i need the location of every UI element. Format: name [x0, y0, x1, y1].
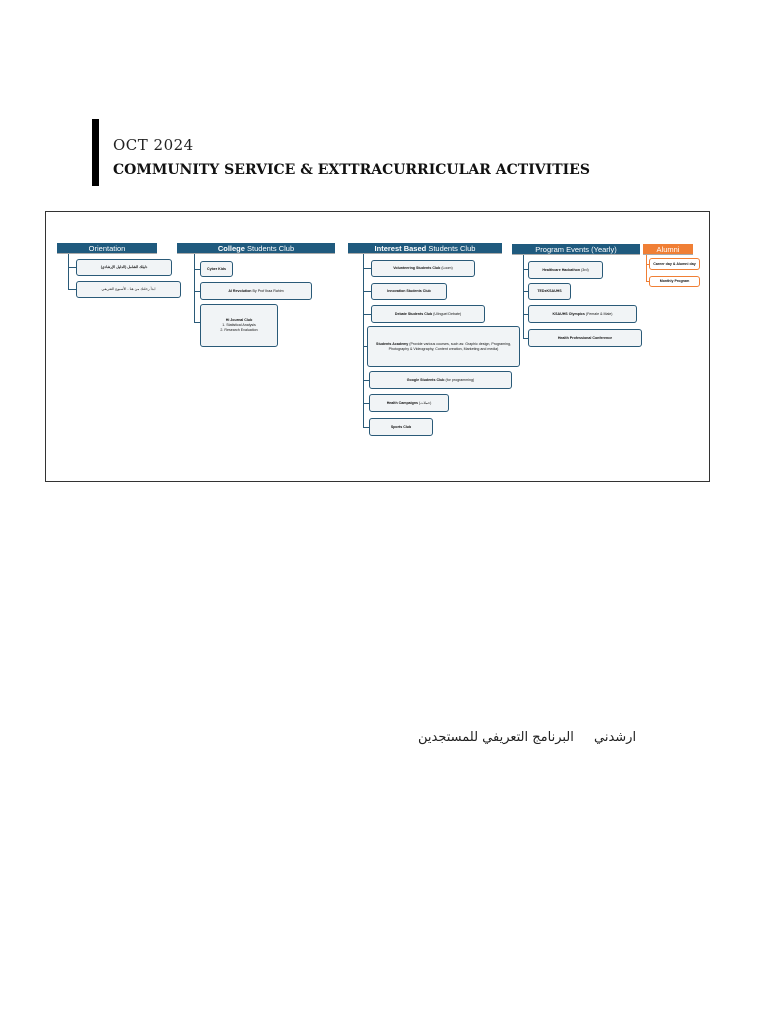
item-bold: Health Professional Conference	[557, 335, 613, 340]
item-bold: Healthcare Hackathon	[542, 267, 581, 272]
interest-item-debate	[371, 305, 485, 323]
program-item-conference	[528, 329, 642, 347]
orientation-item-label: دليلك الشامل (الدليل الإرشادي)	[100, 265, 148, 269]
program-connector	[523, 255, 524, 339]
orientation-item-week	[76, 281, 181, 298]
alumni-connector	[646, 255, 647, 282]
program-item-hackathon	[528, 261, 603, 279]
orientation-item-label: ابدأ رحلتك من هنا - الأسبوع التعريفي	[101, 287, 156, 291]
item-bold: Debate Students Club	[394, 311, 433, 316]
item-bold: Cyber Kids	[207, 266, 226, 271]
connector	[363, 291, 371, 292]
item-rest: (حملات)	[418, 400, 432, 405]
item-line: 2. Research Evaluation	[220, 328, 258, 332]
footer-label-program: البرنامج التعريفي للمستجدين	[418, 730, 574, 745]
interest-item-volunteering	[371, 260, 475, 277]
item-bold: Health Campaigns	[386, 400, 419, 405]
college-header-bold: College	[217, 244, 245, 253]
college-item-journal-club	[200, 304, 278, 347]
header-date: OCT 2024	[113, 136, 194, 154]
connector	[363, 268, 371, 269]
orientation-item-guide	[76, 259, 172, 276]
item-bold: TEDxKSAUHS	[537, 289, 562, 293]
program-item-olympics	[528, 305, 637, 323]
orientation-header: Orientation	[57, 243, 157, 254]
college-header-rest: Students Club	[244, 244, 295, 253]
item-bold: Innovation Students Club	[387, 289, 431, 293]
item-rest: (Ulinguel Debate)	[432, 311, 462, 316]
org-chart-frame	[45, 211, 710, 482]
item-rest: (for programming)	[444, 377, 475, 382]
item-bold: Students Academy	[376, 341, 409, 346]
item-bold: Google Students Club	[406, 377, 445, 382]
interest-club-header	[348, 243, 502, 254]
item-bold: AI Revolution	[228, 288, 252, 293]
header-accent-bar	[92, 119, 99, 186]
footer-label-irshidni: ارشدني	[594, 730, 637, 745]
connector	[363, 314, 371, 315]
page-title: COMMUNITY SERVICE & EXTTRACURRICULAR ACTIVITIES	[113, 162, 590, 178]
interest-header-rest: Students Club	[426, 244, 476, 253]
item-rest: (3rd)	[580, 267, 589, 272]
interest-item-innovation	[371, 283, 447, 300]
orientation-connector	[68, 254, 69, 290]
program-events-header: Program Events (Yearly)	[512, 244, 640, 255]
college-connector	[194, 254, 195, 322]
interest-connector	[363, 254, 364, 428]
item-bold: Monthly Program	[659, 279, 690, 283]
item-bold: Career day & Alumni day	[653, 261, 696, 266]
item-rest: (Loom)	[440, 266, 453, 270]
interest-item-google	[369, 371, 512, 389]
college-item-cyber-kids	[200, 261, 233, 277]
connector	[68, 267, 76, 268]
item-bold: Volunteering Students Club	[393, 266, 441, 270]
interest-item-health-campaigns	[369, 394, 449, 412]
item-rest: By Prof Ibaa Rahim	[251, 288, 284, 293]
item-line: 1. Statistical Analysis	[222, 323, 256, 327]
alumni-header: Alumni	[643, 244, 693, 255]
item-bold: Sports Club	[390, 424, 412, 429]
college-item-ai-revolution	[200, 282, 312, 300]
program-item-tedx	[528, 283, 571, 300]
item-bold: Hi Journal Club	[225, 318, 253, 322]
college-club-header	[177, 243, 335, 254]
item-bold: KSAUHS Olympics	[552, 311, 585, 316]
interest-item-academy	[367, 326, 520, 367]
interest-header-bold: Interest Based	[374, 244, 427, 253]
item-rest: (Provide various courses, such as: Graphic design, Programing, Photography & Videography, Content creation, Marketing and media)	[388, 341, 511, 351]
interest-item-sports	[369, 418, 433, 436]
alumni-item-monthly-program	[649, 276, 700, 287]
item-rest: (Female & Male)	[584, 311, 613, 316]
alumni-item-career-day	[649, 258, 700, 270]
connector	[68, 289, 76, 290]
